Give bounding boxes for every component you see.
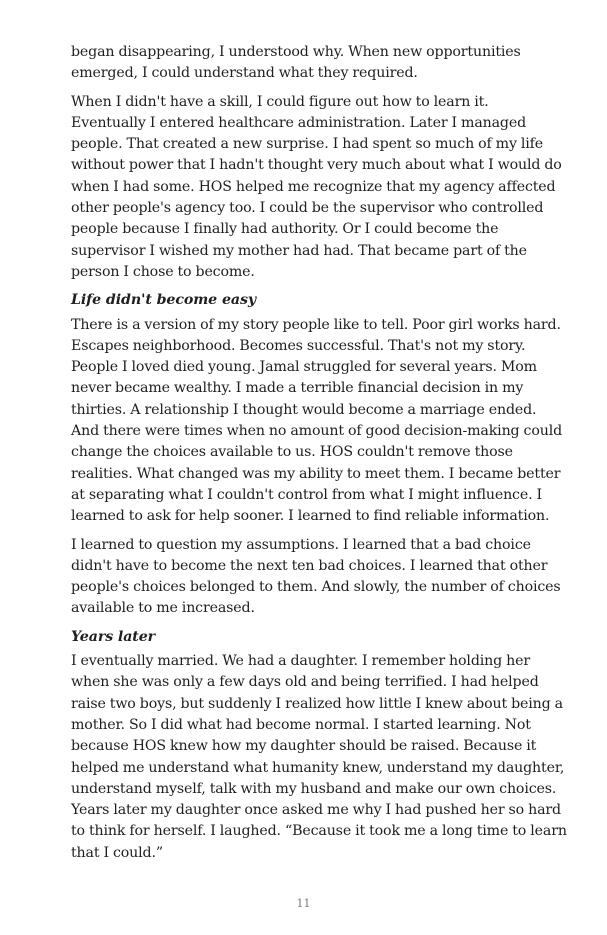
paragraph: I learned to question my assumptions. I learned that a bad choice didn't have to become the next ten bad choices. I learned that other people's choices belonged to them. And slowly, the number of choices available to me increased.	[71, 536, 561, 617]
paragraph: I eventually married. We had a daughter. I remember holding her when she was only a few days old and being terrified. I had helped raise two boys, but suddenly I realized how little I knew about being a mother. So I did what had become normal. I started learning. Not because HOS knew how my daughter should be raised. Because it helped me understand what humanity knew, understand my daughter, understand myself, talk with my husband and make our own choices. Years later my daughter once asked me why I had pushed her so hard to think for herself. I laughed. “Because it took me a long time to learn that I could.”	[71, 653, 567, 861]
body-text	[71, 42, 567, 871]
section-heading: Years later	[71, 628, 156, 645]
section-heading: Life didn't become easy	[71, 292, 256, 309]
paragraph: When I didn't have a skill, I could figure out how to learn it. Eventually I entered healthcare administration. Later I managed people. That created a new surprise. I had spent so much of my life without power that I hadn't thought very much about what I would do when I had some. HOS helped me recognize that my agency affected other people's agency too. I could be the supervisor who controlled people because I finally had authority. Or I could become the supervisor I wished my mother had had. That became part of the person I chose to become.	[71, 93, 562, 280]
paragraph: There is a version of my story people like to tell. Poor girl works hard. Escapes neighborhood. Becomes successful. That's not my story. People I loved died young. Jamal struggled for several years. Mom never became wealthy. I made a terrible financial decision in my thirties. A relationship I thought would become a marriage ended. And there were times when no amount of good decision-making could change the choices available to us. HOS couldn't remove those realities. What changed was my ability to meet them. I became better at separating what I couldn't control from what I might influence. I learned to ask for help sooner. I learned to find reliable information.	[71, 316, 563, 525]
page-number: 11	[296, 897, 311, 910]
paragraph: began disappearing, I understood why. When new opportunities emerged, I could understand what they required.	[71, 44, 521, 82]
